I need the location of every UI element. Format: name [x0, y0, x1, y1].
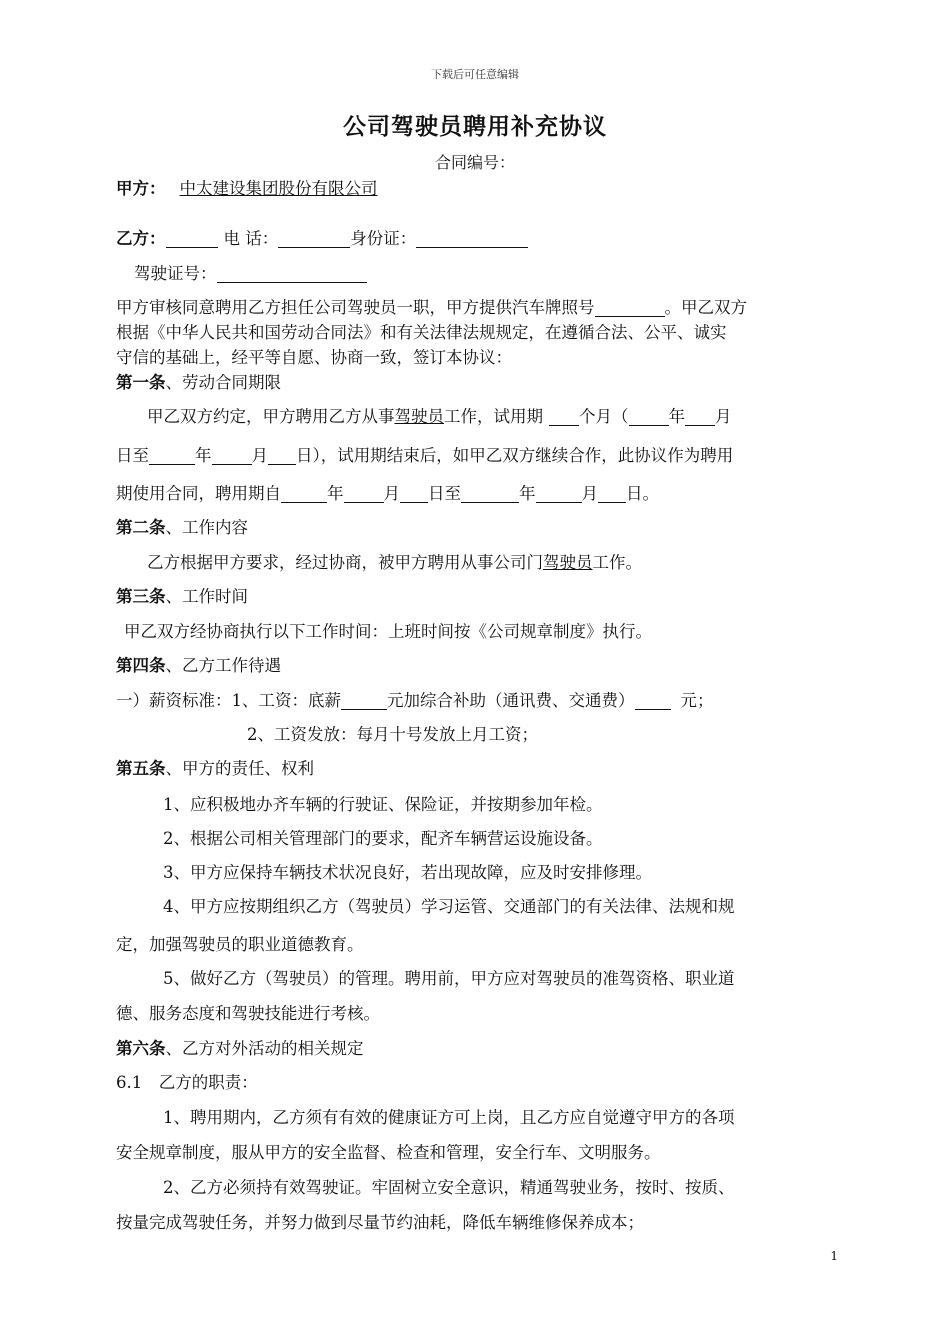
a1-text: 年 — [327, 484, 344, 503]
article-2-title: 、工作内容 — [165, 518, 248, 537]
blank — [344, 484, 384, 503]
article-5-item-3: 3、甲方应保持车辆技术状况良好，若出现故障，应及时安排修理。 — [163, 863, 652, 882]
article-6-item-2b: 按量完成驾驶任务，并努力做到尽量节约油耗，降低车辆维修保养成本； — [116, 1213, 644, 1232]
article-1-title: 、劳动合同期限 — [165, 373, 281, 392]
a1-text: 日至 — [116, 446, 149, 465]
intro-text-1a: 甲方审核同意聘用乙方担任公司驾驶员一职，甲方提供汽车牌照号 — [116, 298, 595, 317]
a1-text: 月 — [251, 446, 268, 465]
blank — [149, 446, 195, 465]
a1-text: 月 — [581, 484, 598, 503]
id-blank — [416, 229, 528, 248]
article-6-title: 、乙方对外活动的相关规定 — [165, 1039, 364, 1058]
article-2-heading — [116, 514, 248, 538]
allowance-blank — [635, 691, 671, 710]
article-3-number: 第三条 — [116, 587, 166, 606]
article-3-heading — [116, 583, 248, 607]
article-6-item-2a: 2、乙方必须持有效驾驶证。牢固树立安全意识，精通驾驶业务，按时、按质、 — [163, 1178, 735, 1197]
party-b-label: 乙方： — [116, 229, 166, 248]
blank — [685, 407, 715, 426]
article-4-line-1 — [116, 687, 714, 711]
article-1-line-2 — [116, 442, 733, 466]
article-4-line-2: 2、工资发放：每月十号发放上月工资； — [247, 725, 538, 744]
a2-text: 工作。 — [592, 553, 642, 572]
a1-text: 日），试用期结束后，如甲乙双方继续合作，此协议作为聘用 — [296, 446, 734, 465]
article-1-number: 第一条 — [116, 373, 166, 392]
blank — [549, 407, 579, 426]
party-a-name: 中太建设集团股份有限公司 — [179, 179, 378, 198]
a1-text: 年 — [668, 407, 685, 426]
party-b-name-blank — [166, 229, 218, 248]
article-5-item-5b: 德、服务态度和驾驶技能进行考核。 — [116, 1004, 380, 1023]
header-note: 下载后可任意编辑 — [431, 68, 519, 81]
a1-text: 日至 — [428, 484, 461, 503]
article-4-title: 、乙方工作待遇 — [165, 656, 281, 675]
a1-text: 工作，试用期 — [444, 407, 543, 426]
page-number: 1 — [830, 1249, 838, 1263]
a4-text: 元； — [680, 691, 714, 710]
phone-label: 电 话： — [223, 229, 279, 248]
article-5-item-1: 1、应积极地办齐车辆的行驶证、保险证，并按期参加年检。 — [163, 795, 603, 814]
blank — [461, 484, 519, 503]
blank — [536, 484, 582, 503]
article-4-heading — [116, 652, 281, 676]
phone-blank — [278, 229, 350, 248]
blank — [598, 484, 626, 503]
article-5-item-4b: 定，加强驾驶员的职业道德教育。 — [116, 935, 364, 954]
blank — [268, 446, 296, 465]
a4-text: 一）薪资标准：1、工资：底薪 — [116, 691, 341, 710]
intro-text-1b: 。甲乙双方 — [664, 298, 747, 317]
article-1-line-1 — [147, 403, 732, 427]
blank — [281, 484, 327, 503]
article-4-number: 第四条 — [116, 656, 166, 675]
intro-line-2: 根据《中华人民共和国劳动合同法》和有关法律法规规定，在遵循合法、公平、诚实 — [116, 323, 727, 342]
a1-text: 个月（ — [579, 407, 629, 426]
intro-line-3: 守信的基础上，经平等自愿、协商一致，签订本协议： — [116, 348, 512, 367]
document-title: 公司驾驶员聘用补充协议 — [343, 113, 607, 140]
a2-job: 驾驶员 — [543, 553, 593, 572]
a1-text: 日。 — [626, 484, 659, 503]
a1-text: 年 — [519, 484, 536, 503]
article-6-item-1b: 安全规章制度，服从甲方的安全监督、检查和管理，安全行车、文明服务。 — [116, 1143, 661, 1162]
party-a-line — [116, 175, 378, 199]
license-line — [134, 260, 367, 284]
party-a-label: 甲方： — [116, 179, 166, 198]
article-1-line-3 — [116, 480, 659, 504]
article-5-item-5a: 5、做好乙方（驾驶员）的管理。聘用前，甲方应对驾驶员的准驾资格、职业道 — [163, 969, 735, 988]
a1-text: 期使用合同，聘用期自 — [116, 484, 281, 503]
article-6-item-1a: 1、聘用期内，乙方须有有效的健康证方可上岗，且乙方应自觉遵守甲方的各项 — [163, 1108, 735, 1127]
a2-text: 乙方根据甲方要求，经过协商，被甲方聘用从事公司门 — [147, 553, 543, 572]
article-6-heading — [116, 1035, 364, 1059]
article-6-subheading: 6.1 乙方的职责： — [116, 1073, 258, 1092]
contract-number-label: 合同编号： — [434, 153, 515, 172]
article-5-number: 第五条 — [116, 759, 166, 778]
blank — [212, 446, 252, 465]
a1-text: 月 — [715, 407, 732, 426]
article-2-number: 第二条 — [116, 518, 166, 537]
a1-text: 甲乙双方约定，甲方聘用乙方从事 — [147, 407, 395, 426]
article-3-line-1: 甲乙双方经协商执行以下工作时间：上班时间按《公司规章制度》执行。 — [124, 622, 652, 641]
article-3-title: 、工作时间 — [165, 587, 248, 606]
party-b-line — [116, 225, 528, 249]
id-label: 身份证： — [350, 229, 417, 248]
license-label: 驾驶证号： — [134, 264, 217, 283]
intro-line-1 — [116, 294, 747, 318]
license-blank — [217, 264, 367, 283]
a1-text: 年 — [195, 446, 212, 465]
a4-text: 元加综合补助（通讯费、交通费） — [387, 691, 635, 710]
plate-number-blank — [595, 298, 665, 317]
blank — [629, 407, 669, 426]
a1-job: 驾驶员 — [394, 407, 444, 426]
article-6-number: 第六条 — [116, 1039, 166, 1058]
salary-blank — [341, 691, 387, 710]
blank — [400, 484, 428, 503]
article-5-item-2: 2、根据公司相关管理部门的要求，配齐车辆营运设施设备。 — [163, 829, 603, 848]
article-2-line-1 — [147, 549, 642, 573]
article-5-heading — [116, 755, 314, 779]
a1-text: 月 — [383, 484, 400, 503]
article-5-item-4a: 4、甲方应按期组织乙方（驾驶员）学习运管、交通部门的有关法律、法规和规 — [163, 897, 735, 916]
article-1-heading — [116, 369, 281, 393]
article-5-title: 、甲方的责任、权利 — [165, 759, 314, 778]
